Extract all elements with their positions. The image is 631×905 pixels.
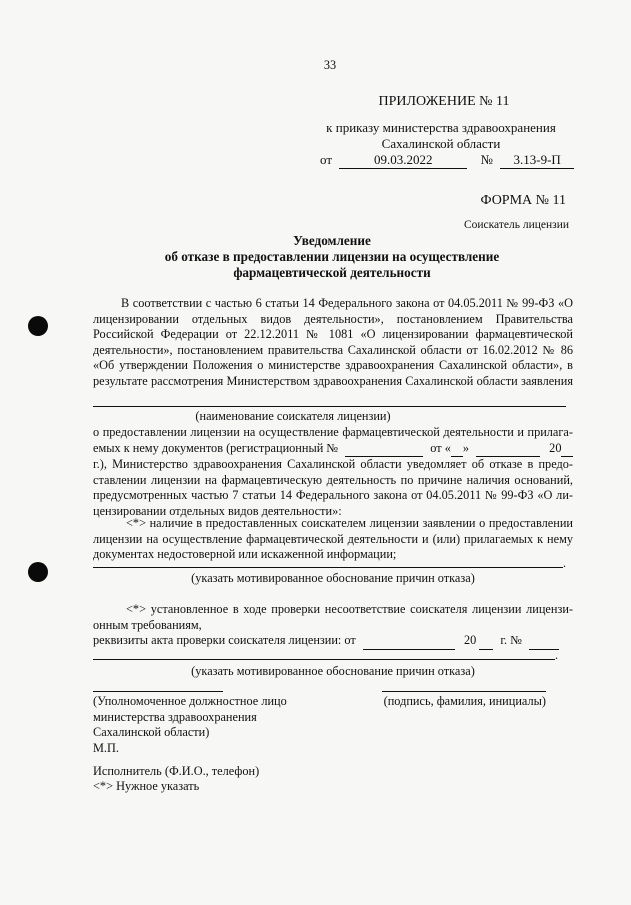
date-from-label: от <box>320 152 333 167</box>
reason-1-caption: (указать мотивированное обоснование причин отказа) <box>191 571 475 585</box>
reason-1-justification-line <box>93 567 563 568</box>
intro-paragraph <box>93 296 573 390</box>
title-line-2: об отказе в предоставлении лицензии на осуществление <box>164 249 500 264</box>
applicant-name-caption: (наименование соискателя лицензии) <box>195 409 391 423</box>
reason-2-justification-line <box>93 659 555 660</box>
order-date: 09.03.2022 <box>339 152 467 169</box>
signer-block <box>93 694 353 756</box>
intro-line-5: «Об утверждении Положения о министерстве здравоохранения Сахалинской области», в <box>93 358 573 373</box>
intro-line-4: деятельности», постановлением правительства Сахалинской области от 16.02.2012 № 86 <box>93 342 573 357</box>
intro-line-2: лицензировании отдельных видов деятельности», постановлением Правительства <box>93 311 573 326</box>
registration-year-prefix: 20 <box>549 440 562 455</box>
reason-2-line-2: онным требованиям, <box>93 617 202 632</box>
intro-line-1: В соответствии с частью 6 статьи 14 Федерального закона от 04.05.2011 № 99-ФЗ «О <box>121 296 573 310</box>
signature-caption: (подпись, фамилия, инициалы) <box>383 694 546 708</box>
act-number-label: г. № <box>500 633 522 647</box>
punch-hole-top <box>28 316 48 336</box>
reason-1-line-2: лицензии на осуществление фармацевтической деятельности и (или) прилагаемых к нему <box>93 531 573 546</box>
rejection-paragraph <box>93 425 573 520</box>
act-details-line <box>93 633 573 650</box>
stamp-place: М.П. <box>93 740 119 755</box>
footnote: <*> Нужное указать <box>93 779 200 793</box>
act-details-label: реквизиты акта проверки соискателя лицензии: от <box>93 633 356 647</box>
registration-from-label: от « <box>430 440 451 455</box>
signer-line-2: министерства здравоохранения <box>93 709 257 724</box>
reason-1-line-3: документах недостоверной или искаженной информации; <box>93 547 397 562</box>
order-number-label: № <box>480 152 493 167</box>
signer-line-3: Сахалинской области) <box>93 725 210 740</box>
registration-number-field <box>345 441 423 458</box>
rejection-line-4: ставлении лицензии на фармацевтическую деятельность по причине наличия оснований, <box>93 472 573 487</box>
appendix-order-line: к приказу министерства здравоохранения <box>326 120 556 135</box>
registration-day-field <box>451 441 463 458</box>
rejection-line-5: предусмотренных частью 7 статьи 14 Федерального закона от 04.05.2011 № 99-ФЗ «О ли- <box>93 488 573 503</box>
act-year-field <box>479 633 493 650</box>
title-line-1: Уведомление <box>293 233 371 248</box>
order-number: 3.13-9-П <box>500 152 574 169</box>
page-number: 33 <box>323 58 337 72</box>
rejection-line-3: г.), Министерство здравоохранения Сахалинской области уведомляет об отказе в предо- <box>93 457 573 472</box>
title-line-3: фармацевтической деятельности <box>233 265 431 280</box>
appendix-title: ПРИЛОЖЕНИЕ № 11 <box>378 94 510 109</box>
intro-line-3: Российской Федерации от 22.12.2011 № 1081 «О лицензировании фармацевтической <box>93 327 573 342</box>
registration-quote-close: » <box>462 440 470 455</box>
registration-month-field <box>476 441 540 458</box>
reason-1-period: . <box>563 556 567 570</box>
signer-line-1: (Уполномоченное должностное лицо <box>93 694 287 708</box>
act-date-field <box>363 633 455 650</box>
reason-1-line-1: <*> наличие в предоставленных соискателем лицензии заявлении о предоставлении <box>126 516 573 530</box>
registration-label: емых к нему документов (регистрационный № <box>93 440 339 455</box>
applicant-label: Соискатель лицензии <box>463 219 569 231</box>
reason-2 <box>93 602 573 633</box>
executor-label: Исполнитель (Ф.И.О., телефон) <box>93 764 260 778</box>
registration-year-field <box>561 441 573 458</box>
reason-2-line-1: <*> установленное в ходе проверки несоответствие соискателя лицензии лицензи- <box>126 602 573 616</box>
form-label: ФОРМА № 11 <box>480 193 566 208</box>
act-year-prefix: 20 <box>463 633 477 647</box>
rejection-line-1: о предоставлении лицензии на осуществление фармацевтической деятельности и прилага- <box>93 425 573 439</box>
applicant-name-line <box>93 406 566 407</box>
appendix-date-line <box>320 152 580 169</box>
reason-1 <box>93 516 573 563</box>
intro-line-6: результате рассмотрения Министерством здравоохранения Сахалинской области заявления <box>93 373 573 388</box>
appendix-region-line: Сахалинской области <box>381 136 501 151</box>
signer-line <box>93 691 223 692</box>
signature-line <box>382 691 546 692</box>
reason-2-period: . <box>555 648 559 662</box>
document-title <box>80 233 584 281</box>
reason-2-caption: (указать мотивированное обоснование причин отказа) <box>191 664 475 678</box>
rejection-line-6: цензировании отдельных видов деятельности»: <box>93 503 342 518</box>
punch-hole-bottom <box>28 562 48 582</box>
rejection-line-2 <box>93 441 573 458</box>
